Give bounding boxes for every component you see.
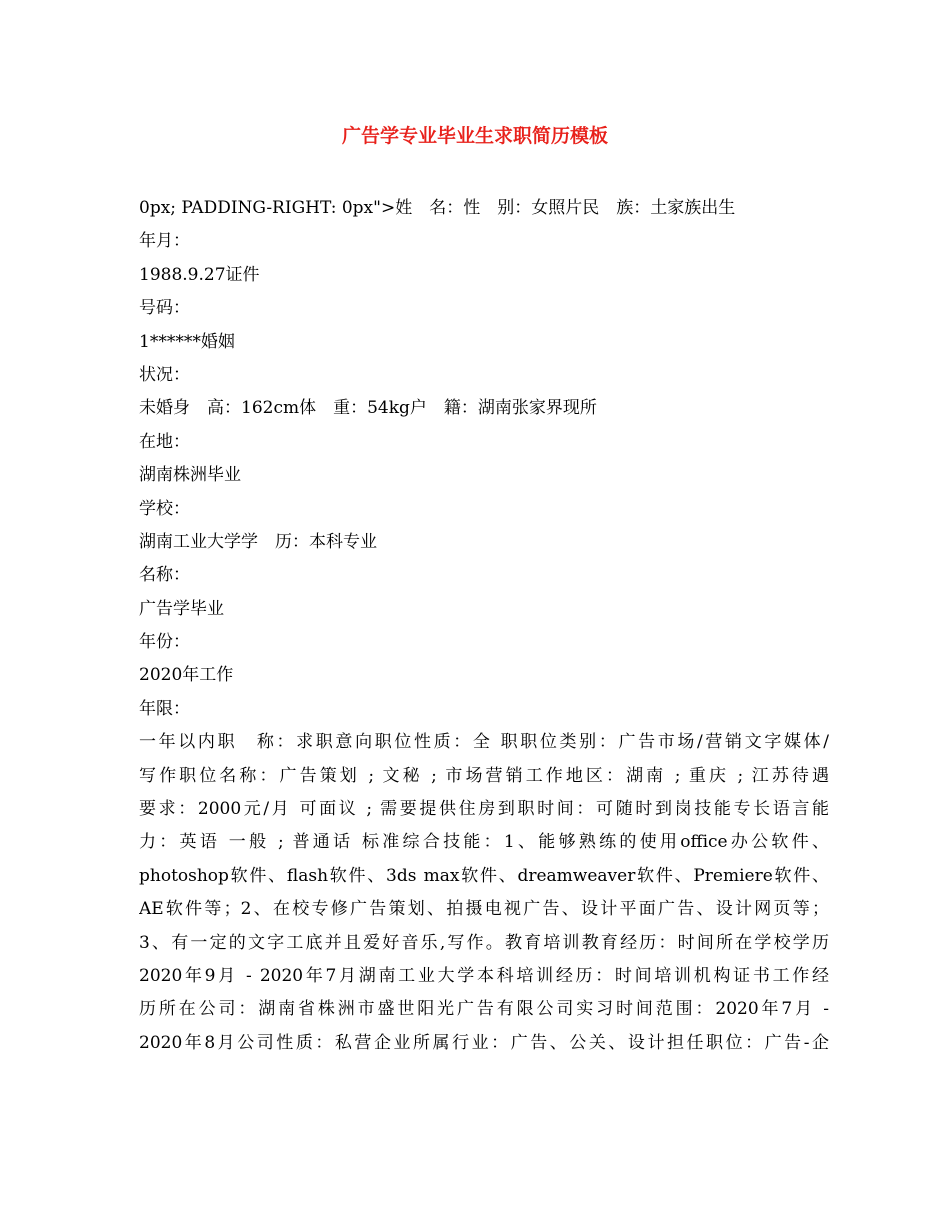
text-line: 2020年9月 - 2020年7月湖南工业大学本科培训经历：时间培训机构证书工作经 [139,965,829,986]
text-line: 状况： [139,364,190,385]
text-line: 3、有一定的文字工底并且爱好音乐,写作。教育培训教育经历：时间所在学校学历 [139,932,829,953]
text-line: 力：英语 一般 ; 普通话 标准综合技能：1、能够熟练的使用office办公软件、 [139,832,829,853]
text-line: 写作职位名称：广告策划 ; 文秘 ; 市场营销工作地区：湖南 ; 重庆 ; 江苏待遇 [139,765,829,786]
text-line: 湖南株洲毕业 [139,465,241,486]
resume-body [139,192,829,1060]
document-title: 广告学专业毕业生求职简历模板 [341,125,608,147]
text-line: 年份： [139,632,190,653]
text-line: 在地： [139,431,190,452]
text-line: 要求：2000元/月 可面议 ; 需要提供住房到职时间：可随时到岗技能专长语言能 [139,799,829,820]
text-line: photoshop软件、flash软件、3ds max软件、dreamweaver软件、Premiere软件、 [139,865,829,886]
text-line: 湖南工业大学学 历：本科专业 [139,531,377,552]
text-line: 2020年8月公司性质：私营企业所属行业：广告、公关、设计担任职位：广告-企 [139,1032,829,1053]
text-line: 未婚身 高：162cm体 重：54kg户 籍：湖南张家界现所 [139,398,597,419]
text-line: 一年以内职 称：求职意向职位性质：全 职职位类别：广告市场/营销文字媒体/ [139,732,829,753]
text-line: 年限： [139,698,190,719]
text-line: 2020年工作 [139,665,234,686]
text-line: AE软件等；2、在校专修广告策划、拍摄电视广告、设计平面广告、设计网页等； [139,899,829,920]
text-line: 广告学毕业 [139,598,224,619]
text-line: 1******婚姻 [139,331,235,352]
text-line: 历所在公司：湖南省株洲市盛世阳光广告有限公司实习时间范围：2020年7月 - [139,999,829,1020]
text-line: 1988.9.27证件 [139,264,260,285]
text-line: 号码： [139,298,190,319]
text-line: 年月： [139,231,190,252]
text-line: 学校： [139,498,190,519]
text-line: 名称： [139,565,190,586]
text-line: 0px; PADDING-RIGHT: 0px">姓 名：性 别：女照片民 族：土家族出生 [139,198,736,218]
